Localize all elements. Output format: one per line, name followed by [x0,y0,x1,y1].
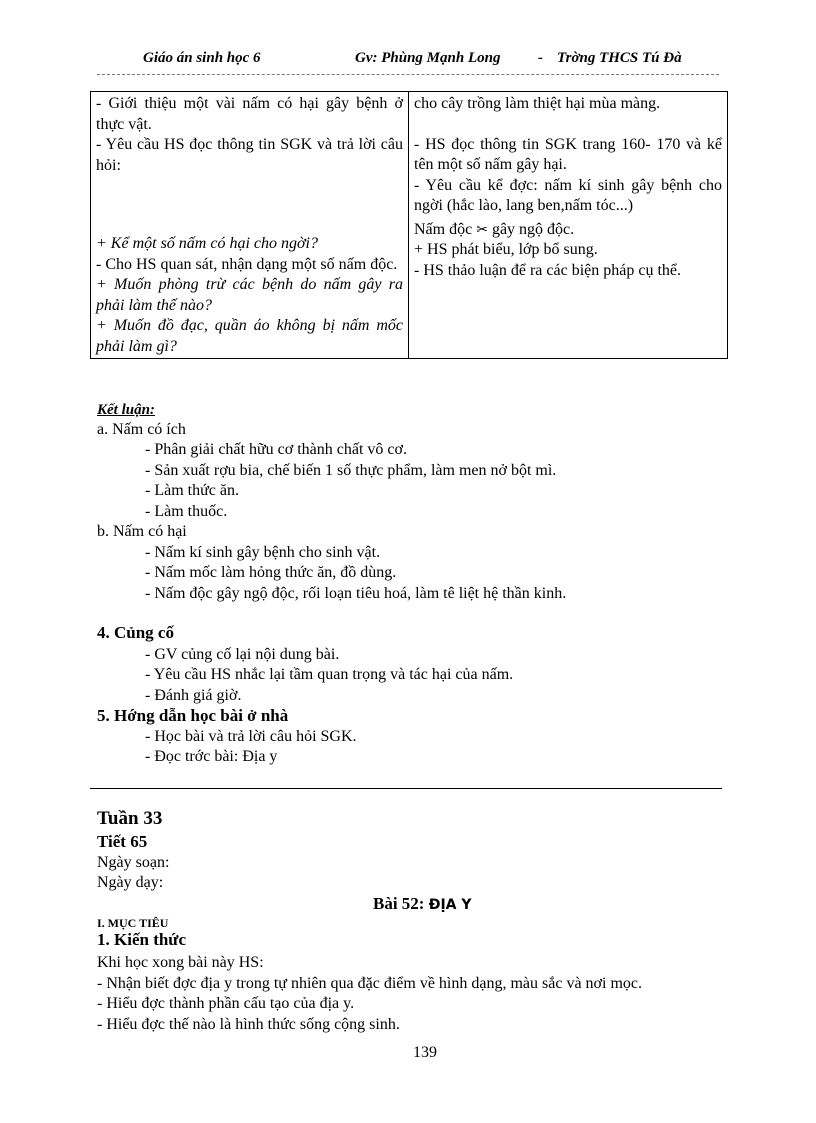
table-row [91,92,728,359]
table-left-line: - Yêu cầu HS đọc thông tin SGK và trả lời câu hỏi: [96,136,403,174]
table-left-line: + Muốn phòng trừ các bệnh do nấm gây ra phải làm thế nào? [96,276,403,314]
table-right-line: - HS thảo luận để ra các biện pháp cụ thể. [414,261,682,279]
list-item: - Làm thức ăn. [145,482,239,499]
table-right-line: Nấm độc [414,220,473,238]
teacher-activities-cell [91,92,409,359]
table-right-line: gây ngộ độc. [491,220,575,238]
prep-date-label: Ngày soạn: [97,854,170,871]
table-right-line: + HS phát biểu, lớp bổ sung. [414,241,598,258]
header-rule [97,74,719,75]
section-divider [90,788,722,789]
lesson-title-prefix: Bài 52: [373,894,425,913]
conclusion-heading: Kết luận: [97,402,155,418]
intro-text: Khi học xong bài này HS: [97,954,264,971]
list-item: - Đọc trớc bài: Địa y [145,748,278,765]
list-item: - Làm thuốc. [145,503,228,520]
table-left-line: + Kể một số nấm có hại cho ngời? [96,235,318,252]
table-right-line: cho cây trồng làm thiệt hại mùa màng. [414,95,661,112]
list-item: - Nấm kí sinh gây bệnh cho sinh vật. [145,544,381,561]
table-right-line: - Yêu cầu kể đợc: nấm kí sinh gây bệnh cho ngời (hắc lào, lang ben,nấm tóc...) [414,176,722,214]
student-activities-cell [409,92,728,359]
objectives-heading: I. MỤC TIÊU [97,916,169,930]
period-label: Tiết 65 [97,832,148,851]
table-left-line: - Giới thiệu một vài nấm có hại gây bệnh ở thực vật. [96,95,403,133]
activity-table [90,91,728,359]
table-right-line: - HS đọc thông tin SGK trang 160- 170 và kể tên một số nấm gây hại. [414,135,722,173]
list-item: - Phân giải chất hữu cơ thành chất vô cơ. [145,441,407,458]
section5-title: 5. Hớng dẫn học bài ở nhà [97,706,289,725]
list-item: - Hiểu đợc thành phần cấu tạo của địa y. [97,995,355,1012]
list-item: - GV củng cố lại nội dung bài. [145,646,340,663]
list-item: - Yêu cầu HS nhắc lại tầm quan trọng và tác hại của nấm. [145,666,514,683]
list-item: - Nhận biết đợc địa y trong tự nhiên qua đặc điểm về hình dạng, màu sắc và nơi mọc. [97,975,642,992]
list-item: - Đánh giá giờ. [145,687,242,704]
header-separator: - [538,50,543,66]
list-item: - Nấm mốc làm hỏng thức ăn, đồ dùng. [145,564,397,581]
conclusion-a-title: a. Nấm có ích [97,421,186,438]
knowledge-heading: 1. Kiến thức [97,930,187,949]
list-item: - Học bài và trả lời câu hỏi SGK. [145,728,357,745]
list-item: - Sản xuất rợu bia, chế biến 1 số thực phẩm, làm men nở bột mì. [145,462,557,479]
section4-title: 4. Củng cố [97,623,174,642]
scissors-icon: ✂ [476,221,488,238]
list-item: - Hiểu đợc thế nào là hình thức sống cộng sinh. [97,1016,400,1033]
lesson-title [373,894,472,914]
conclusion-b-title: b. Nấm có hại [97,523,187,540]
teach-date-label: Ngày dạy: [97,874,164,891]
header-school: Trờng THCS Tú Đà [557,50,682,66]
table-left-line: - Cho HS quan sát, nhận dạng một số nấm độc. [96,255,398,273]
table-left-line: + Muốn đồ đạc, quần áo không bị nấm mốc phải làm gì? [96,317,403,355]
week-label: Tuần 33 [97,808,163,829]
list-item: - Nấm độc gây ngộ độc, rối loạn tiêu hoá, làm tê liệt hệ thần kinh. [145,585,567,602]
header-title: Giáo án sinh học 6 [143,50,261,66]
page-number: 139 [413,1044,437,1061]
lesson-title-main: ĐỊA Y [428,897,472,913]
header-author: Gv: Phùng Mạnh Long [355,50,501,66]
